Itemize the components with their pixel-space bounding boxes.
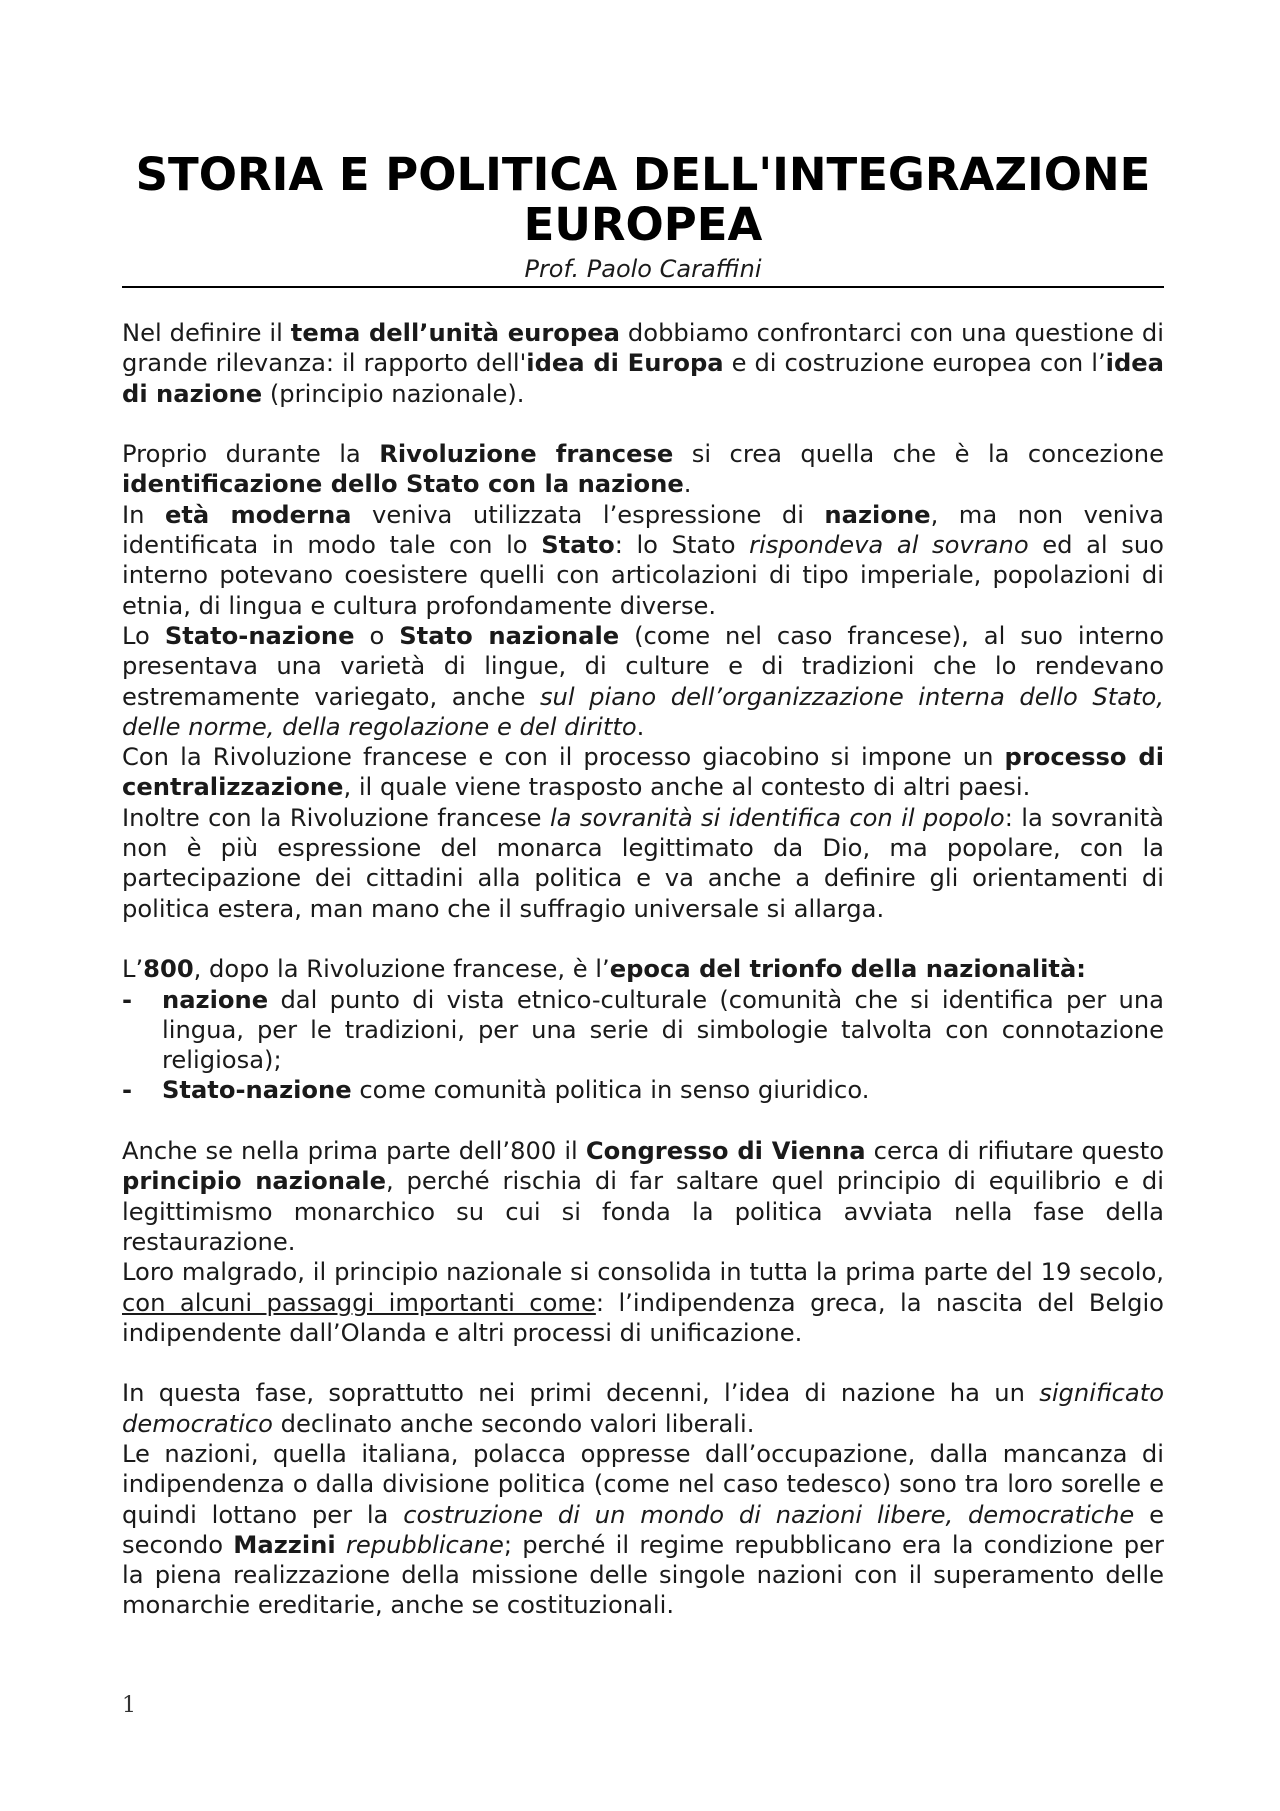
bold-run: età moderna (164, 500, 352, 529)
text-run: Anche se nella prima parte dell’800 il (122, 1137, 586, 1166)
bold-run: principio nazionale (122, 1167, 386, 1196)
paragraph-spacer (122, 1106, 1164, 1136)
paragraph-1 (122, 318, 1164, 409)
text-run: come comunità politica in senso giuridico. (351, 1076, 870, 1105)
bold-run: epoca del trionfo della nazionalità: (609, 955, 1086, 984)
text-run: dobbiamo confrontarci con una questione di grande rilevanza: il rapporto dell' (122, 319, 1164, 378)
text-run: dal punto di vista etnico-culturale (comunità che si identifica per una lingua, per le tradizioni, per una serie di simbologie talvolta con connotazione religiosa); (162, 985, 1164, 1075)
bold-run: idea di Europa (526, 349, 724, 378)
paragraph-spacer (122, 409, 1164, 439)
text-run: ed al suo interno potevano coesistere quelli con articolazioni di tipo imperiale, popolazioni di etnia, di lingua e cultura profondamente diverse. (122, 531, 1164, 620)
italic-run: la sovranità si identifica con il popolo (549, 803, 1005, 832)
bold-run: Stato-nazione (162, 1076, 352, 1105)
bold-run: Congresso di Vienna (585, 1137, 866, 1166)
text-run: : l’indipendenza greca, la nascita del Belgio indipendente dall’Olanda e altri processi di unificazione. (122, 1288, 1164, 1347)
text-run: veniva utilizzata l’espressione di (351, 500, 825, 529)
text-run: (come nel caso francese), al suo interno presentava una varietà di lingue, di culture e di tradizioni che lo rendevano estremamente variegato, anche (122, 621, 1164, 711)
text-run: : la sovranità non è più espressione del monarca legittimato da Dio, ma popolare, con la partecipazione dei cittadini alla politica e va anche a definire gli orientamenti di politica estera, man mano che il suffragio universale si allarga. (122, 803, 1165, 923)
text-run: o (354, 621, 400, 650)
text-run: (principio nazionale). (262, 379, 525, 408)
text-run (336, 1531, 346, 1559)
bold-run: Mazzini (233, 1530, 336, 1559)
text-run: e di costruzione europea con l’ (723, 349, 1106, 378)
page-title (122, 150, 1164, 250)
text-run: declinato anche secondo valori liberali. (272, 1409, 755, 1438)
text-run: . (683, 470, 692, 499)
text-run: , perché rischia di far saltare quel principio di equilibrio e di legittimismo monarchico su cui si fonda la politica avviata nella fase della restaurazione. (122, 1167, 1164, 1256)
bold-run: nazione (824, 500, 931, 529)
paragraph-4 (122, 621, 1164, 742)
bold-run: Rivoluzione francese (379, 440, 674, 469)
text-run: L’ (122, 955, 144, 984)
text-run: Proprio durante la (122, 440, 380, 469)
author-line: Prof. Paolo Caraffini (524, 255, 762, 283)
document-body (122, 318, 1164, 1621)
list-dash: - (122, 1076, 133, 1105)
header-divider (122, 286, 1164, 288)
italic-run: repubblicane (345, 1530, 504, 1559)
text-run: Inoltre con la Rivoluzione francese (122, 803, 550, 832)
text-run: si crea quella che è la concezione (673, 440, 1164, 469)
text-run: Loro malgrado, il principio nazionale si consolida in tutta la prima parte del 19 secolo, (122, 1258, 1164, 1287)
bold-run: nazione (162, 985, 269, 1014)
text-run: , il quale viene trasposto anche al contesto di altri paesi. (343, 773, 1031, 802)
title-line-2: EUROPEA (523, 198, 763, 251)
text-run: Nel definire il (122, 319, 291, 347)
bold-run: tema dell’unità europea (290, 319, 620, 347)
text-run: , dopo la Rivoluzione francese, è l’ (193, 955, 610, 984)
text-run: ; perché il regime repubblicano era la condizione per la piena realizzazione della missione delle singole nazioni con il superamento delle monarchie ereditarie, anche se costituzionali. (122, 1530, 1164, 1620)
bold-run: 800 (143, 955, 194, 984)
bold-run: idea di nazione (122, 349, 1164, 408)
list-item (122, 985, 1164, 1076)
italic-run: significato democratico (122, 1379, 1164, 1438)
text-run: Le nazioni, quella italiana, polacca oppresse dall’occupazione, dalla mancanza di indipendenza o dalla divisione politica (come nel caso tedesco) sono tra loro sorelle e quindi lottano per la (122, 1439, 1164, 1529)
nationality-list (122, 985, 1164, 1106)
page-number: 1 (122, 1693, 136, 1718)
list-item (122, 1075, 1164, 1105)
bold-run: Stato (541, 531, 615, 560)
paragraph-spacer (122, 1348, 1164, 1378)
paragraph-5 (122, 742, 1164, 803)
text-run: In (122, 500, 165, 529)
bold-run: processo di centralizzazione (122, 743, 1164, 802)
bold-run: identificazione dello Stato con la nazione (122, 470, 684, 499)
italic-run: costruzione di un mondo di nazioni libere, democratiche (403, 1500, 1135, 1529)
underlined-run: con alcuni passaggi importanti come (122, 1288, 596, 1317)
text-run: , ma non veniva identificata in modo tale con lo (122, 500, 1164, 560)
text-run: Lo (122, 621, 165, 650)
paragraph-10 (122, 1378, 1164, 1439)
paragraph-7 (122, 954, 1164, 984)
text-run: . (636, 712, 645, 741)
paragraph-2 (122, 439, 1164, 500)
paragraph-9 (122, 1257, 1164, 1348)
paragraph-11 (122, 1439, 1164, 1621)
bold-run: Stato-nazione (164, 621, 355, 650)
text-run: : lo Stato (614, 531, 750, 560)
title-line-1: STORIA E POLITICA DELL'INTEGRAZIONE (135, 148, 1151, 201)
paragraph-spacer (122, 924, 1164, 954)
text-run: e secondo (122, 1500, 1165, 1559)
bold-run: Stato nazionale (399, 621, 620, 650)
italic-run: rispondeva al sovrano (749, 531, 1029, 560)
list-dash: - (122, 985, 133, 1014)
paragraph-8 (122, 1136, 1164, 1257)
paragraph-6 (122, 803, 1164, 924)
paragraph-3 (122, 500, 1164, 621)
italic-run: sul piano dell’organizzazione interna dello Stato, delle norme, della regolazione e del diritto (122, 682, 1164, 741)
text-run: In questa fase, soprattutto nei primi decenni, l’idea di nazione ha un (122, 1379, 1040, 1408)
text-run: Con la Rivoluzione francese e con il processo giacobino si impone un (122, 743, 1005, 772)
text-run: cerca di rifiutare questo (865, 1137, 1165, 1166)
